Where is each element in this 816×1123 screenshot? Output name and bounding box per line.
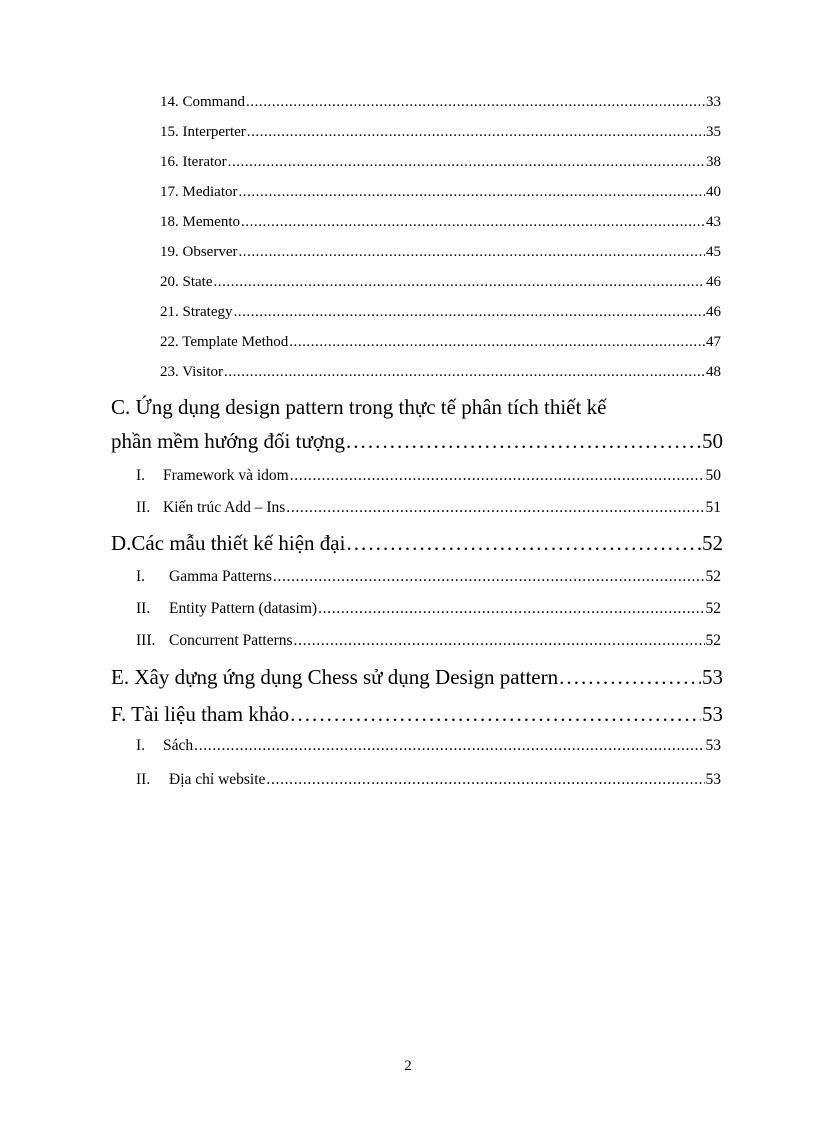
toc-entry-label: Gamma Patterns xyxy=(169,568,272,585)
toc-entry-label: 20. State xyxy=(160,274,213,290)
toc-page-number: 53 xyxy=(702,702,723,726)
toc-section-label: E. Xây dựng ứng dụng Chess sử dụng Design pattern xyxy=(111,665,559,689)
toc-entry-gamma-patterns[interactable] xyxy=(136,568,721,590)
dot-leader xyxy=(246,94,705,111)
toc-section-e[interactable] xyxy=(111,665,723,693)
toc-page-number: 52 xyxy=(702,531,723,555)
toc-page-number: 35 xyxy=(706,124,721,140)
toc-entry-label: 23. Visitor xyxy=(160,364,223,380)
dot-leader xyxy=(294,632,705,650)
toc-page-number: 51 xyxy=(705,499,721,516)
toc-entry-add-ins[interactable] xyxy=(136,499,721,521)
toc-page-number: 52 xyxy=(705,568,721,585)
toc-section-c[interactable] xyxy=(111,429,723,457)
toc-entry-label: Entity Pattern (datasim) xyxy=(169,600,318,617)
toc-entry-label: Sách xyxy=(163,737,194,754)
toc-page-number: 52 xyxy=(705,600,721,617)
toc-entry-command[interactable] xyxy=(160,94,721,114)
dot-leader xyxy=(247,124,705,141)
toc-entry-label: 16. Iterator xyxy=(160,154,227,170)
dot-leader xyxy=(241,214,705,231)
toc-entry-interperter[interactable] xyxy=(160,124,721,144)
dot-leader xyxy=(238,244,705,261)
toc-page-number: 43 xyxy=(706,214,721,230)
toc-section-d[interactable] xyxy=(111,531,723,559)
toc-entry-websites[interactable] xyxy=(136,771,721,793)
toc-section-label: phần mềm hướng đối tượng xyxy=(111,429,345,453)
toc-page-number: 53 xyxy=(705,771,721,788)
dot-leader xyxy=(290,467,705,485)
toc-section-c-title-line1[interactable]: C. Ứng dụng design pattern trong thực tế phân tích thiết kế xyxy=(111,395,607,419)
toc-entry-label: 19. Observer xyxy=(160,244,238,260)
toc-entry-label: 22. Template Method xyxy=(160,334,289,350)
footer-page-number: 2 xyxy=(404,1058,412,1074)
dot-leader xyxy=(559,665,701,690)
toc-entry-label: 14. Command xyxy=(160,94,245,110)
toc-section-label: D.Các mẫu thiết kế hiện đại xyxy=(111,531,346,555)
roman-numeral: II. xyxy=(136,771,151,788)
toc-entry-iterator[interactable] xyxy=(160,154,721,174)
dot-leader xyxy=(228,154,705,171)
toc-entry-label: 15. Interperter xyxy=(160,124,246,140)
toc-page-number: 33 xyxy=(706,94,721,110)
toc-entry-strategy[interactable] xyxy=(160,304,721,324)
toc-entry-visitor[interactable] xyxy=(160,364,721,384)
toc-entry-framework-idom[interactable] xyxy=(136,467,721,489)
toc-page-number: 40 xyxy=(706,184,721,200)
toc-entry-label: Concurrent Patterns xyxy=(169,632,293,649)
dot-leader xyxy=(346,429,701,454)
toc-page-number: 53 xyxy=(702,665,723,689)
toc-entry-label: Địa chỉ website xyxy=(169,771,266,788)
toc-entry-label: 21. Strategy xyxy=(160,304,233,320)
dot-leader xyxy=(238,184,705,201)
toc-page-number: 46 xyxy=(706,304,721,320)
dot-leader xyxy=(346,531,701,556)
roman-numeral: III. xyxy=(136,632,156,649)
toc-page-number: 52 xyxy=(705,632,721,649)
toc-entry-label: Kiến trúc Add – Ins xyxy=(163,499,286,516)
toc-entry-label: 18. Memento xyxy=(160,214,240,230)
roman-numeral: I. xyxy=(136,568,146,585)
dot-leader xyxy=(224,364,705,381)
toc-entry-label: 17. Mediator xyxy=(160,184,238,200)
toc-page-number: 38 xyxy=(706,154,721,170)
toc-entry-memento[interactable] xyxy=(160,214,721,234)
dot-leader xyxy=(273,568,705,586)
roman-numeral: II. xyxy=(136,600,151,617)
toc-section-label: F. Tài liệu tham khảo xyxy=(111,702,290,726)
toc-entry-template-method[interactable] xyxy=(160,334,721,354)
roman-numeral: I. xyxy=(136,467,146,484)
toc-entry-books[interactable] xyxy=(136,737,721,759)
dot-leader xyxy=(290,702,701,727)
dot-leader xyxy=(194,737,704,755)
toc-entry-entity-pattern[interactable] xyxy=(136,600,721,622)
toc-entry-state[interactable] xyxy=(160,274,721,294)
dot-leader xyxy=(234,304,706,321)
toc-page-number: 50 xyxy=(705,467,721,484)
dot-leader xyxy=(214,274,706,291)
dot-leader xyxy=(318,600,704,618)
toc-page-number: 48 xyxy=(706,364,721,380)
dot-leader xyxy=(266,771,704,789)
roman-numeral: I. xyxy=(136,737,146,754)
dot-leader xyxy=(286,499,704,517)
toc-entry-label: Framework và idom xyxy=(163,467,289,484)
toc-entry-concurrent-patterns[interactable] xyxy=(136,632,721,654)
toc-page-number: 45 xyxy=(706,244,721,260)
toc-page-number: 46 xyxy=(706,274,721,290)
toc-page-number: 53 xyxy=(705,737,721,754)
toc-entry-mediator[interactable] xyxy=(160,184,721,204)
dot-leader xyxy=(289,334,705,351)
toc-entry-observer[interactable] xyxy=(160,244,721,264)
toc-page-number: 47 xyxy=(706,334,721,350)
roman-numeral: II. xyxy=(136,499,151,516)
toc-section-f[interactable] xyxy=(111,702,723,730)
toc-page-number: 50 xyxy=(702,429,723,453)
